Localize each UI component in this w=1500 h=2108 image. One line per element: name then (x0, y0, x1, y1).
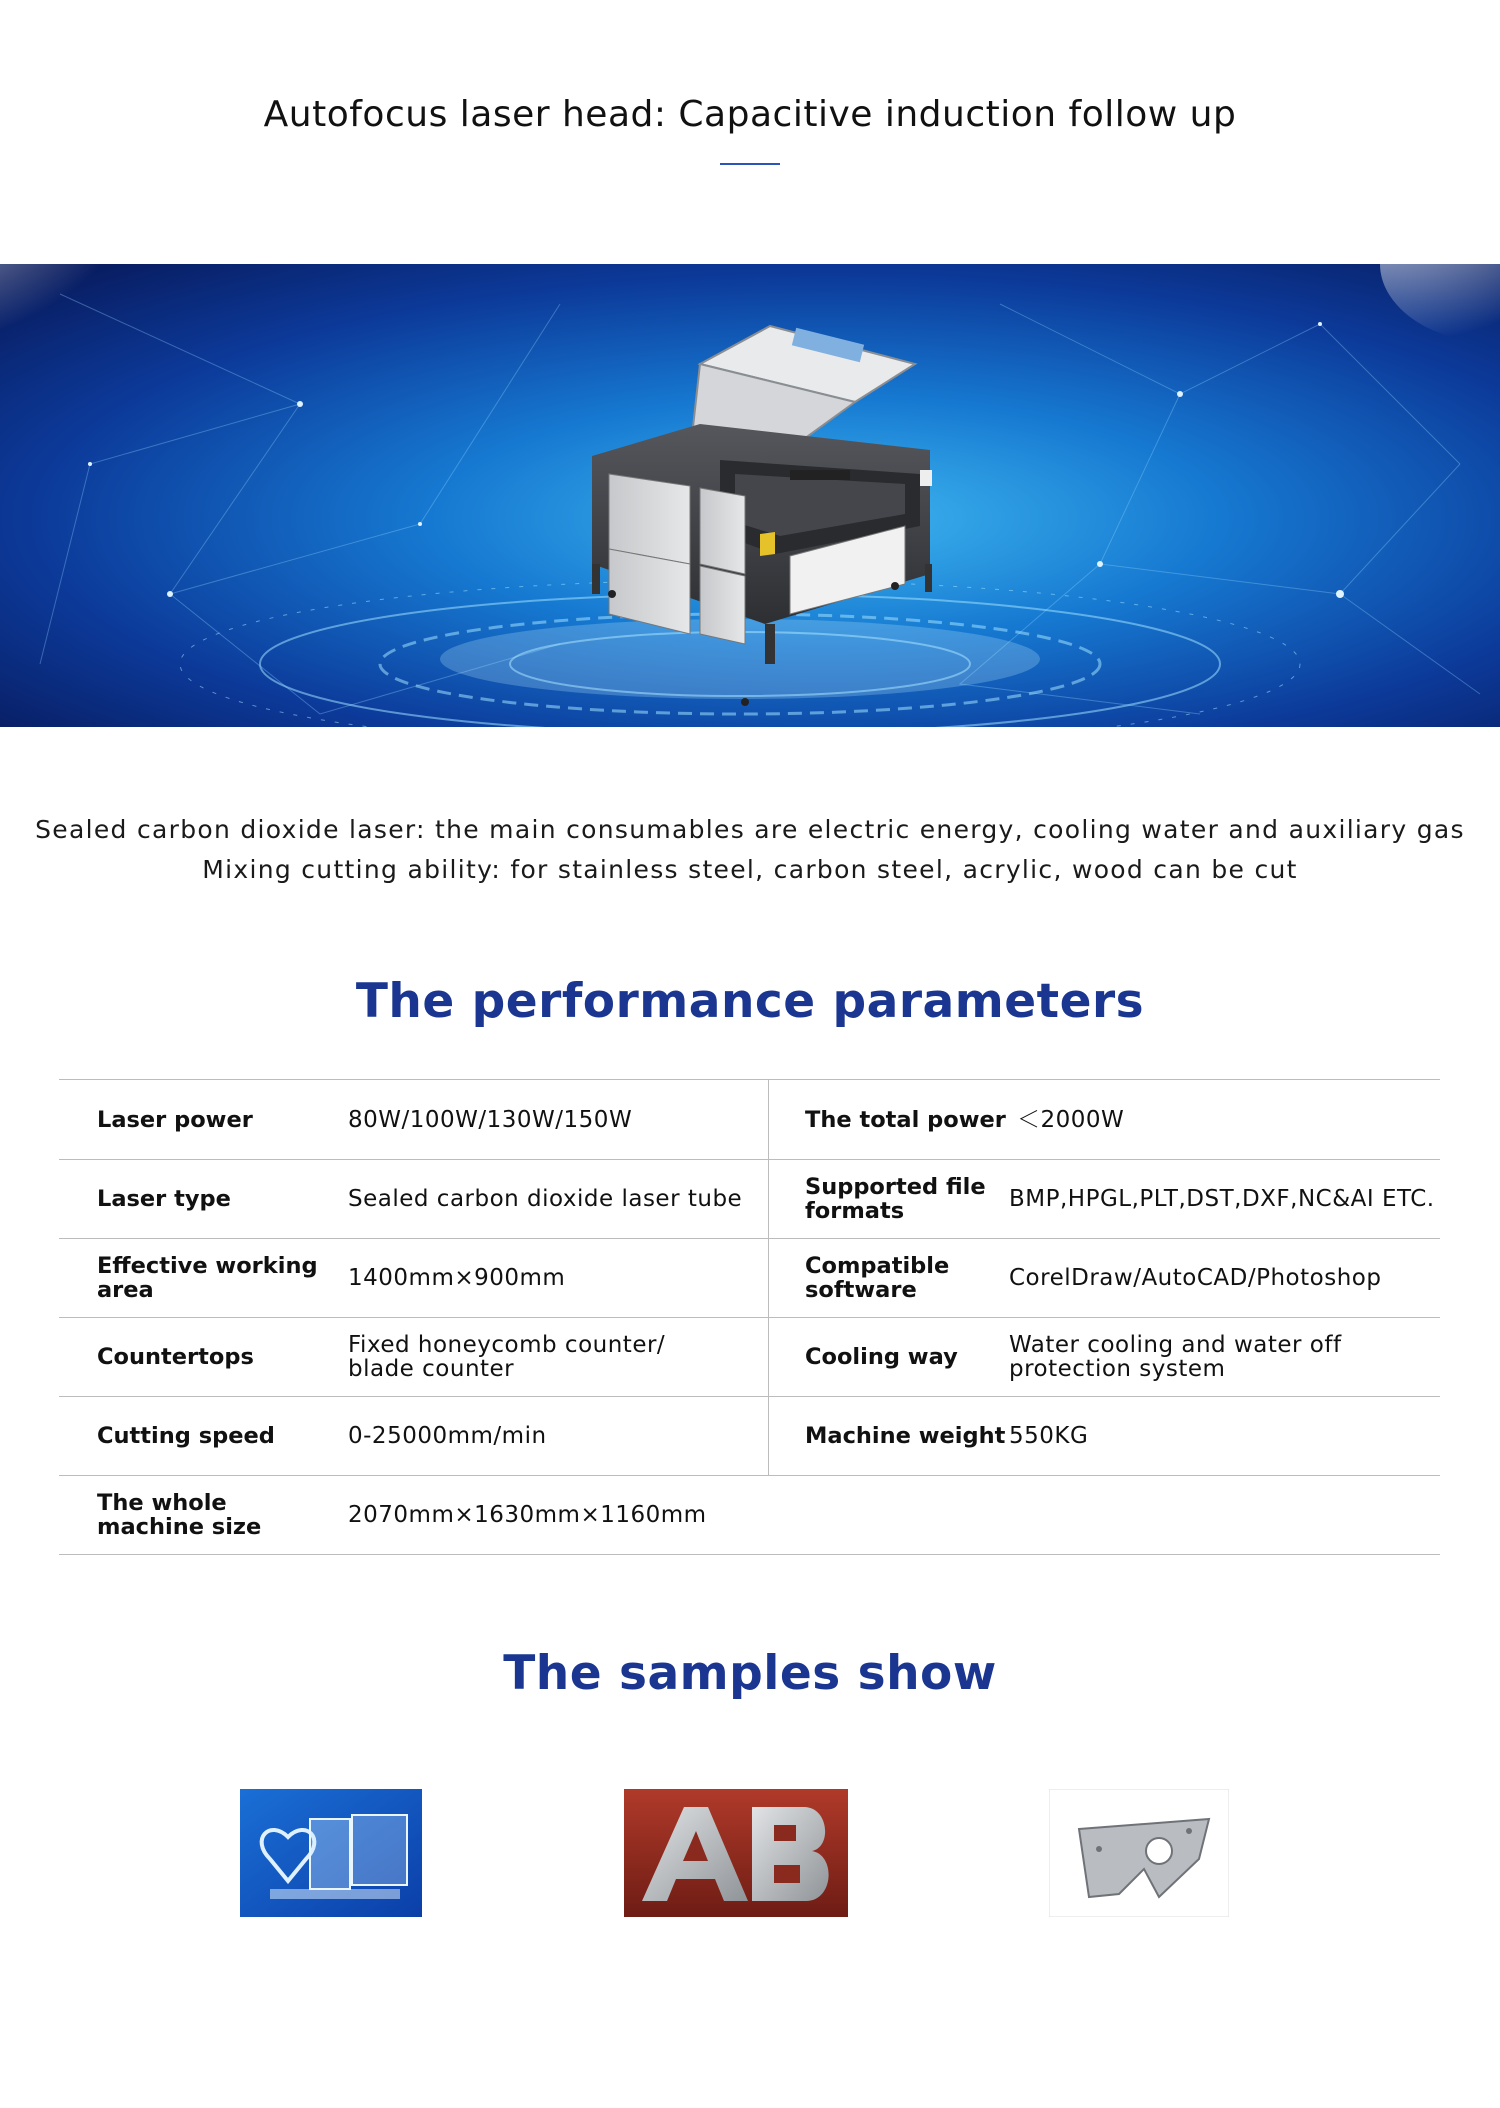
table-row (59, 1238, 1440, 1318)
param-value: ＜2000W (1017, 1106, 1125, 1133)
param-label: Countertops (97, 1343, 254, 1370)
param-value: 550KG (1009, 1422, 1089, 1449)
param-value: CorelDraw/AutoCAD/Photoshop (1009, 1264, 1382, 1291)
heading-underline (720, 163, 780, 165)
samples-title: The samples show (503, 1646, 997, 1701)
param-value: BMP,HPGL,PLT,DST,DXF,NC&AI ETC. (1009, 1185, 1435, 1212)
param-label: Machine weight (805, 1422, 1006, 1449)
param-label: Cutting speed (97, 1422, 275, 1449)
sample-steel-plate-image (1049, 1789, 1229, 1917)
page-heading: Autofocus laser head: Capacitive induction follow up (263, 94, 1237, 135)
sample-steel-letters-image (624, 1789, 848, 1917)
performance-title: The performance parameters (355, 974, 1145, 1029)
param-value: 1400mm×900mm (348, 1264, 566, 1291)
intro-line-cutting: Mixing cutting ability: for stainless steel, carbon steel, acrylic, wood can be cut (202, 855, 1298, 884)
table-row (59, 1475, 1440, 1555)
param-label: Laser type (97, 1185, 231, 1212)
acrylic-sample-art (240, 1789, 422, 1917)
sample-acrylic-image (240, 1789, 422, 1917)
param-label: The total power (805, 1106, 1006, 1133)
steel-plate-sample-art (1049, 1789, 1229, 1917)
machine-banner-image (0, 264, 1500, 727)
param-label: Cooling way (805, 1343, 958, 1370)
steel-letters-sample-art (624, 1789, 848, 1917)
param-label: Laser power (97, 1106, 253, 1133)
table-row (59, 1317, 1440, 1397)
table-row (59, 1159, 1440, 1239)
intro-text (0, 810, 1500, 890)
param-value: 0-25000mm/min (348, 1422, 547, 1449)
parameters-table (59, 1079, 1440, 1556)
table-row (59, 1080, 1440, 1160)
machine-banner-art (0, 264, 1500, 727)
param-label: Supported file formats (805, 1173, 986, 1224)
param-value: Sealed carbon dioxide laser tube (348, 1185, 743, 1212)
param-label: Effective working area (97, 1252, 318, 1303)
table-row (59, 1396, 1440, 1476)
param-value: Fixed honeycomb counter/ blade counter (348, 1331, 666, 1382)
param-value: 80W/100W/130W/150W (348, 1106, 633, 1133)
param-label: Compatible software (805, 1252, 950, 1303)
intro-line-laser: Sealed carbon dioxide laser: the main consumables are electric energy, cooling water and auxiliary gas (35, 815, 1465, 844)
samples-gallery (0, 1789, 1500, 1919)
param-value: 2070mm×1630mm×1160mm (348, 1501, 707, 1528)
param-label: The whole machine size (97, 1489, 262, 1540)
param-value: Water cooling and water off protection system (1009, 1331, 1342, 1382)
